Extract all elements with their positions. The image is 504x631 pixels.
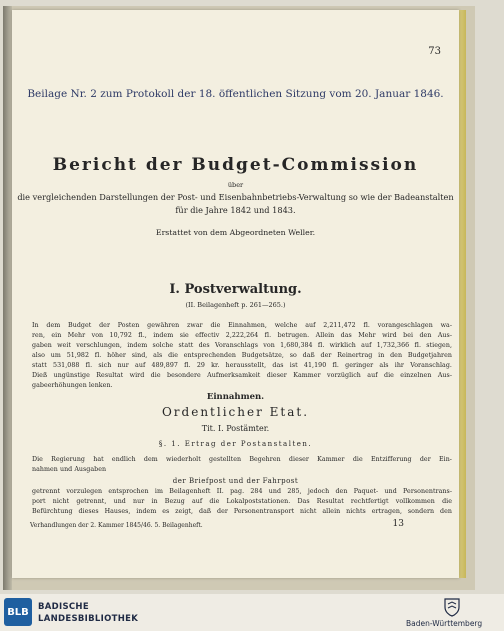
bw-crest-icon — [441, 596, 463, 618]
paragraph-line: Die Regierung hat endlich dem wiederholt gestellten Begehren dieser Kammer die Entzifferung der Ein- — [32, 456, 452, 463]
blb-name-line-1: BADISCHE — [38, 602, 89, 612]
paragraph-line: nahmen und Ausgaben — [32, 466, 107, 473]
paragraph-line: gabeerhöhungen lenken. — [32, 382, 113, 389]
author-line: Erstattet von dem Abgeordneten Weller. — [155, 228, 316, 237]
bw-name: Baden-Württemberg — [406, 619, 483, 628]
paragraph-line: also um 51,982 fl. höher sind, als die entsprechenden Budgetsätze, so daß der Reinertrag in den Budgetjahren — [32, 352, 452, 359]
page-title: Bericht der Budget-Commission — [52, 155, 419, 175]
paragraph-heading: §. 1. Ertrag der Postanstalten. — [158, 440, 313, 448]
page-number: 73 — [428, 46, 441, 57]
paragraph-line: In dem Budget der Posten gewähren zwar die Einnahmen, welche auf 2,211,472 fl. vorangeschlagen wa- — [32, 322, 452, 329]
paragraph-line: getrennt vorzulegen entsprochen im Beilagenheft II. pag. 284 und 285, jedoch den Paquet- und Personentrans- — [32, 488, 452, 495]
document-page — [12, 10, 459, 578]
einnahmen-heading: Einnahmen. — [206, 392, 265, 402]
tit-heading: Tit. I. Postämter. — [201, 424, 270, 433]
blb-logo[interactable]: BLB — [4, 598, 32, 626]
page-right-edge — [459, 10, 466, 578]
ordentlicher-etat-heading: Ordentlicher Etat. — [161, 405, 310, 419]
subtitle-line-1: die vergleichenden Darstellungen der Post- und Eisenbahnbetriebs-Verwaltung so wie der Badeanstalten — [17, 192, 454, 202]
section-reference: (II. Beilagenheft p. 261—265.) — [185, 301, 286, 309]
footer-page-number: 13 — [392, 519, 404, 529]
briefpost-line: der Briefpost und der Fahrpost — [172, 477, 299, 485]
paragraph-line: Befürchtung dieses Hauses, indem es zeigt, daß der Personentransport nicht allein nichts ertragen, sondern den — [32, 508, 452, 515]
book-spine-edge — [3, 6, 12, 590]
subtitle-line-2: für die Jahre 1842 und 1843. — [175, 205, 296, 215]
ueber-label: über — [227, 181, 244, 189]
paragraph-line: gaben weit verschlungen, indem solche statt des Voranschlags von 1,680,384 fl. wirklich auf 1,732,366 fl. stiegen, — [32, 342, 452, 349]
section-heading: I. Postverwaltung. — [169, 282, 302, 297]
footer-source: Verhandlungen der 2. Kammer 1845/46. 5. Beilagenheft. — [30, 522, 203, 529]
paragraph-line: statt 531,088 fl. sich nur auf 489,897 fl. 29 kr. herausstellt, das ist 41,190 fl. geringer als ihr Voranschlag. — [32, 362, 452, 369]
paragraph-line: Dieß ungünstige Resultat wird die besondere Aufmerksamkeit dieser Kammer vorzüglich auf die einzelnen Aus- — [32, 372, 452, 379]
beilage-line: Beilage Nr. 2 zum Protokoll der 18. öffentlichen Sitzung vom 20. Januar 1846. — [27, 88, 444, 100]
blb-name-line-2: LANDESBIBLIOTHEK — [38, 614, 139, 624]
paragraph-line: port nicht getrennt, und nur in Bezug auf die Lokalpoststationen. Das Resultat rechtfertigt vollkommen die — [32, 498, 452, 505]
paragraph-line: ren, ein Mehr von 10,792 fl., indem sie effectiv 2,222,264 fl. betrugen. Allein das Mehr wird bei den Aus- — [32, 332, 452, 339]
